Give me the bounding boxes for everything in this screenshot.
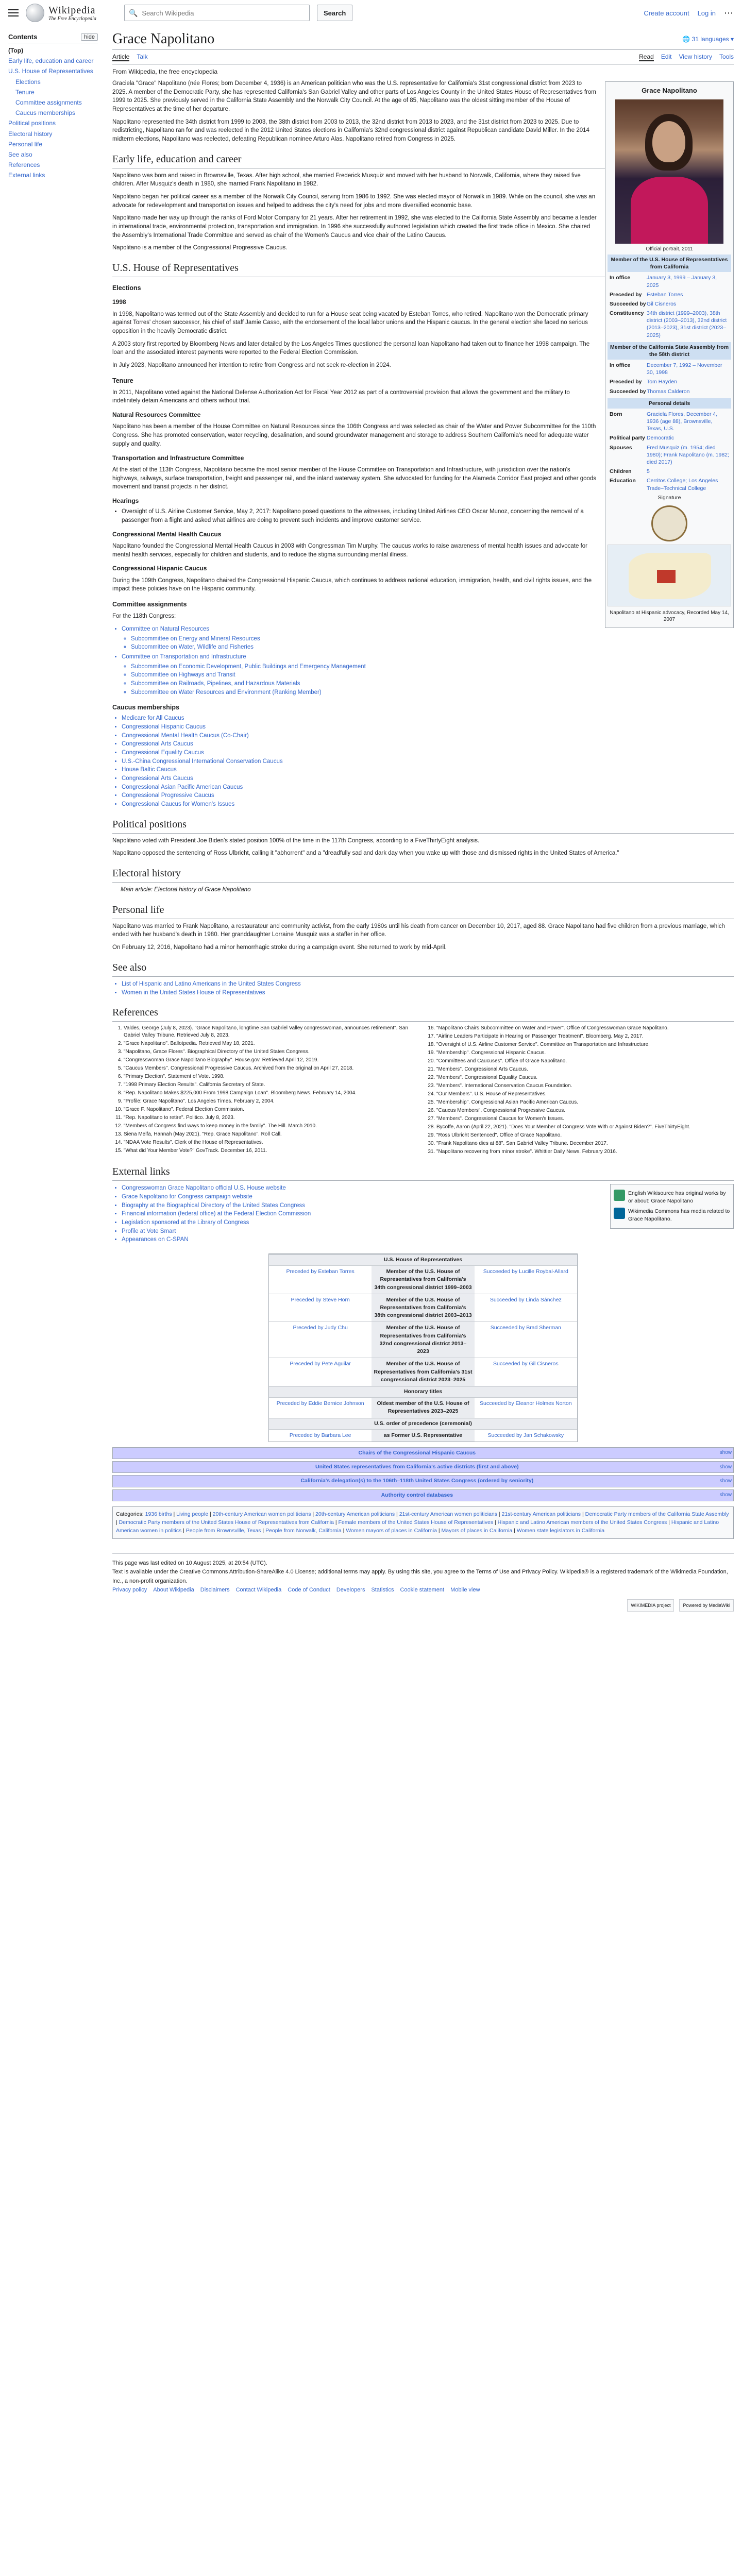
infobox (605, 81, 734, 628)
categories-box (112, 1506, 734, 1539)
reference-item: 15. "What did Your Member Vote?" GovTrack. December 16, 2011. (124, 1147, 421, 1155)
toc-list (8, 46, 98, 179)
subsubsection-heading: Natural Resources Committee (112, 411, 201, 419)
mediawiki-badge[interactable]: Powered by MediaWiki (679, 1599, 734, 1612)
external-link[interactable]: • Biography at the Biographical Directory of the United States Congress (122, 1201, 734, 1210)
sister-project-text[interactable]: English Wikisource has original works by or about: Grace Napolitano (628, 1190, 726, 1205)
succession-row (269, 1321, 577, 1358)
infobox-label: Preceded by (610, 379, 642, 385)
paragraph: In 2011, Napolitano voted against the National Defense Authorization Act for Fiscal Year 2012 as part of a controversial provision that allows the government and the military to indefinitely detain Americans and others without trial. (112, 389, 570, 404)
reference-item: 26. "Caucus Members". Congressional Progressive Caucus. (436, 1107, 734, 1114)
reference-item: 13. Siena Melfa, Hannah (May 2021). "Rep. Grace Napolitano". Roll Call. (124, 1131, 421, 1138)
paragraph: During the 109th Congress, Napolitano chaired the Congressional Hispanic Caucus, which continues to address national education, immigration, health, and civil rights issues, and the impact these policies have on the Hispanic community. (112, 577, 592, 592)
wikipedia-logo[interactable] (26, 4, 96, 22)
navbox (112, 1489, 734, 1501)
main-menu-icon[interactable] (8, 9, 19, 16)
succession-row (269, 1397, 577, 1417)
infobox-label: Succeeded by (610, 388, 646, 395)
subcommittee-item[interactable]: ◦ Subcommittee on Economic Development, Public Buildings and Emergency Management (131, 663, 734, 671)
reference-item: 16. "Napolitano Chairs Subcommittee on Water and Power". Office of Congresswoman Grace Napolitano. (436, 1025, 734, 1032)
see-also-item[interactable]: • List of Hispanic and Latino Americans in the United States Congress (122, 980, 734, 989)
subsubsection-heading: Hearings (112, 497, 139, 504)
commons-icon (614, 1208, 625, 1219)
reference-item: 8. "Rep. Napolitano Makes $225,000 From 1998 Campaign Loan". Bloomberg News. February 14, 2004. (124, 1090, 421, 1097)
succession-previous[interactable]: Preceded by Barbara Lee (289, 1432, 351, 1438)
succession-rows (269, 1265, 577, 1386)
paragraph: Napolitano opposed the sentencing of Ross Ulbricht, calling it "abhorrent" and a "dreadfully sad and dark day when you wake up with those and dismissed rights in the United States of America." (112, 850, 619, 857)
reference-item: 9. "Profile: Grace Napolitano". Los Angeles Times. February 2, 2004. (124, 1098, 421, 1105)
section-heading: Political positions (112, 817, 734, 834)
infobox-row (608, 476, 731, 493)
caucus-item[interactable]: • Congressional Progressive Caucus (122, 791, 734, 800)
succession-next[interactable]: Succeeded by Lucille Roybal-Allard (483, 1268, 568, 1275)
infobox-value: January 3, 1999 – January 3, 2025 (647, 275, 717, 289)
reference-item: 7. "1998 Primary Election Results". California Secretary of State. (124, 1081, 421, 1089)
committee-label[interactable]: Committee on Transportation and Infrastructure (122, 653, 246, 660)
infobox-row (608, 377, 731, 386)
category-link[interactable]: 1936 births (145, 1511, 172, 1517)
toc-item[interactable]: U.S. House of Representatives (8, 67, 93, 75)
succession-previous[interactable]: Preceded by Judy Chu (293, 1325, 348, 1331)
category-link[interactable]: People from Norwalk, California (265, 1528, 342, 1534)
search-icon: 🔍 (128, 8, 138, 17)
infobox-row (608, 387, 731, 396)
succession-row (269, 1358, 577, 1386)
infobox-label: Succeeded by (610, 300, 646, 307)
intro-paragraph: Graciela "Grace" Napolitano (née Flores; born December 4, 1936) is an American politician who was the U.S. representative for California's 31st congressional district from 2023 to 2025. A member of the Democratic Party, she has represented California's San Gabriel Valley and other parts of Los Angeles County in the United States House of Representatives from 1999 to 2025. She previously served in the California State Assembly and the Norwalk City Council. At the age of 85, Napolitano was the oldest sitting member of the House of Representatives at the time of her departure. (112, 80, 596, 113)
tab-article[interactable]: Article (112, 53, 130, 60)
infobox-value: Cerritos College; Los Angeles Trade–Technical College (647, 478, 718, 492)
footer-links (112, 1586, 734, 1595)
infobox-label: In office (610, 362, 631, 369)
caucus-item[interactable]: • U.S.-China Congressional International Conservation Caucus (122, 757, 734, 766)
succession-next[interactable]: Succeeded by Brad Sherman (490, 1325, 561, 1331)
committee-label[interactable]: Committee on Natural Resources (122, 625, 210, 632)
infobox-house-rows (608, 273, 731, 340)
navbox (112, 1461, 734, 1473)
reference-item: 19. "Membership". Congressional Hispanic Caucus. (436, 1049, 734, 1057)
navbox-title (113, 1448, 733, 1459)
toc-item[interactable]: Caucus memberships (15, 109, 76, 117)
create-account-link[interactable]: Create account (644, 9, 689, 17)
succession-title: Member of the U.S. House of Representatives from California's 32nd congressional district 2013–2023 (372, 1322, 474, 1358)
external-link[interactable]: • Profile at Vote Smart (122, 1227, 734, 1236)
footer-link[interactable]: Statistics (371, 1587, 394, 1594)
paragraph: Napolitano founded the Congressional Mental Health Caucus in 2003 with Congressman Tim Murphy. The caucus works to raise awareness of mental health issues and advocate for mental health services, especially for children and students, and to reduce the stigma surrounding mental illness. (112, 543, 587, 558)
reference-item: 6. "Primary Election". Statement of Vote. 1998. (124, 1073, 421, 1080)
site-tagline: The Free Encyclopedia (48, 15, 96, 22)
category-link[interactable]: Living people (176, 1511, 209, 1517)
from-wikipedia-note: From Wikipedia, the free encyclopedia (112, 68, 218, 75)
succession-header: U.S. House of Representatives (269, 1254, 577, 1265)
succession-next[interactable]: Succeeded by Jan Schakowsky (487, 1432, 564, 1438)
infobox-label: Education (610, 478, 636, 484)
subcommittee-item[interactable]: ◦ Subcommittee on Water Resources and Environment (Ranking Member) (131, 688, 734, 697)
reference-item: 31. "Napolitano recovering from minor stroke". Whittier Daily News. February 2016. (436, 1148, 734, 1156)
page-title (112, 31, 734, 50)
toc-title: Contents (8, 33, 38, 41)
see-also-list (122, 980, 734, 997)
navbox-title-text[interactable]: Authority control databases (381, 1492, 453, 1498)
succession-title: Member of the U.S. House of Representatives from California's 31st congressional district 2023–2025 (372, 1358, 474, 1386)
reference-item: 22. "Members". Congressional Equality Caucus. (436, 1074, 734, 1081)
succession-row (269, 1429, 577, 1442)
infobox-label: Born (610, 411, 622, 417)
category-link[interactable]: Women state legislators in California (516, 1528, 605, 1534)
hatnote[interactable]: Main article: Electoral history of Grace Napolitano (121, 887, 251, 893)
sister-projects-box (610, 1184, 734, 1229)
paragraph: On February 12, 2016, Napolitano had a minor hemorrhagic stroke during a campaign event. She returned to work by mid-April. (112, 944, 447, 951)
succession-rows (269, 1397, 577, 1417)
navbox-group (112, 1447, 734, 1501)
succession-title: as Former U.S. Representative (372, 1430, 474, 1442)
caucus-item[interactable]: • Congressional Caucus for Women's Issues (122, 800, 734, 809)
subsubsection-heading: 1998 (112, 298, 126, 306)
infobox-band-assembly: Member of the California State Assembly from the 58th district (608, 342, 731, 360)
toc-item[interactable]: References (8, 161, 40, 169)
language-selector[interactable]: 🌐 31 languages ▾ (682, 36, 734, 43)
succession-next[interactable]: Succeeded by Gil Cisneros (493, 1361, 559, 1367)
tab-read[interactable]: Read (639, 53, 654, 60)
infobox-label: In office (610, 275, 631, 281)
succession-title: Member of the U.S. House of Representatives from California's 34th congressional district 1999–2003 (372, 1266, 474, 1294)
caucus-item[interactable]: • Congressional Asian Pacific American Caucus (122, 783, 734, 792)
category-link[interactable]: Democratic Party members of the United States House of Representatives from California (119, 1519, 334, 1526)
paragraph: At the start of the 113th Congress, Napolitano became the most senior member of the House Committee on Transportation and Infrastructure, with jurisdiction over the nation's highways, railways, surface transportation, freight and passenger rail, and the inland waterway system. She advocated for funding for the Alameda Corridor East project and other goods movement and transit projects in her district. (112, 466, 597, 490)
navbox-show-toggle[interactable]: show (719, 1464, 732, 1470)
infobox-value: Graciela Flores, December 4, 1936 (age 88), Brownsville, Texas, U.S. (647, 411, 718, 432)
navbox-show-toggle[interactable]: show (719, 1478, 732, 1484)
navbox-title (113, 1476, 733, 1486)
subsubsection-heading: Transportation and Infrastructure Committee (112, 454, 244, 462)
external-link[interactable]: • Grace Napolitano for Congress campaign website (122, 1193, 734, 1201)
category-link[interactable]: 21st-century American women politicians (399, 1511, 497, 1517)
reference-item: 10. "Grace F. Napolitano". Federal Election Commission. (124, 1106, 421, 1113)
subsection-heading: Caucus memberships (112, 704, 179, 711)
infobox-value: Esteban Torres (647, 291, 683, 298)
toc-hide-button[interactable]: hide (81, 33, 98, 41)
infobox-row (608, 290, 731, 299)
navbox-title-text[interactable]: United States representatives from California's active districts (first and above) (315, 1464, 519, 1470)
category-link[interactable]: Hispanic and Latino American women in politics (116, 1519, 719, 1534)
succession-next[interactable]: Succeeded by Linda Sánchez (490, 1296, 562, 1303)
tab-talk[interactable]: Talk (137, 53, 148, 60)
search-button[interactable]: Search (317, 5, 352, 21)
committee-item[interactable] (122, 653, 734, 697)
reference-item: 27. "Members". Congressional Caucus for Women's Issues. (436, 1115, 734, 1123)
tab-tools[interactable]: Tools (719, 53, 734, 60)
caucus-item[interactable]: • Congressional Equality Caucus (122, 749, 734, 757)
category-link[interactable]: People from Brownsville, Texas (185, 1528, 261, 1534)
site-name: Wikipedia (48, 4, 96, 16)
reference-item: 4. "Congresswoman Grace Napolitano Biography". House.gov. Retrieved April 12, 2019. (124, 1057, 421, 1064)
infobox-row (608, 273, 731, 290)
subcommittee-item[interactable]: ◦ Subcommittee on Water, Wildlife and Fisheries (131, 643, 734, 652)
reference-item: 17. "Airline Leaders Participate in Hearing on Passenger Treatment". Bloomberg. May 2, 2017. (436, 1033, 734, 1040)
section-heading: See also (112, 960, 734, 977)
footer-link[interactable]: About Wikipedia (153, 1587, 194, 1594)
succession-header: Honorary titles (269, 1386, 577, 1397)
last-edited: This page was last edited on 10 August 2025, at 20:54 (UTC). (112, 1560, 267, 1566)
footer-link[interactable]: Privacy policy (112, 1587, 147, 1594)
sister-project-text[interactable]: Wikimedia Commons has media related to Grace Napolitano. (628, 1208, 730, 1222)
paragraph: Napolitano was married to Frank Napolitano, a restaurateur and community activist, from the early 1980s until his death from cancer on December 10, 2017, aged 88. Grace Napolitano had five children from a previous marriage, which ended with her husband's death in 1980. Her granddaughter Lorraine Musquiz was a staffer in her office. (112, 923, 725, 938)
map-caption: Napolitano at Hispanic advocacy, Recorded May 14, 2007 (610, 609, 729, 623)
toc-item[interactable]: Tenure (15, 88, 35, 96)
caucus-item[interactable]: • Congressional Arts Caucus (122, 774, 734, 783)
succession-previous[interactable]: Preceded by Eddie Bernice Johnson (276, 1400, 364, 1407)
reference-item: 30. "Frank Napolitano dies at 88". San Gabriel Valley Tribune. December 2017. (436, 1140, 734, 1147)
toc-item[interactable]: External links (8, 172, 45, 179)
caucus-item[interactable]: • Congressional Mental Health Caucus (Co-Chair) (122, 732, 734, 740)
infobox-band-house: Member of the U.S. House of Representatives from California (608, 255, 731, 272)
succession-box (268, 1253, 578, 1442)
footer-link[interactable]: Contact Wikipedia (235, 1587, 282, 1594)
infobox-assembly-rows (608, 361, 731, 396)
infobox-value: 5 (647, 468, 650, 475)
footer-link[interactable]: Code of Conduct (288, 1587, 330, 1594)
reference-item: 5. "Caucus Members". Congressional Progressive Caucus. Archived from the original on April 27, 2018. (124, 1065, 421, 1072)
infobox-row (608, 410, 731, 434)
paragraph: In July 2023, Napolitano announced her intention to retire from Congress and not seek re-election in 2024. (112, 362, 391, 368)
log-in-link[interactable]: Log in (697, 9, 716, 17)
committee-list (122, 625, 734, 697)
section-heading: Electoral history (112, 866, 734, 883)
category-link[interactable]: Mayors of places in California (441, 1528, 513, 1534)
paragraph: Napolitano was born and raised in Brownsville, Texas. After high school, she married Frederick Musquiz and moved with her husband to Norwalk, California, where they raised five children. After Musquiz's death in 1980, she married Frank Napolitano in 1982. (112, 172, 581, 188)
navbox-title-text[interactable]: California's delegation(s) to the 106th–118th United States Congress (ordered by seniority) (300, 1478, 534, 1484)
reference-item: 12. "Members of Congress find ways to keep money in the family". The Hill. March 2010. (124, 1123, 421, 1130)
infobox-label: Spouses (610, 444, 632, 451)
see-also-item[interactable]: • Women in the United States House of Representatives (122, 989, 734, 997)
toc-item[interactable]: Committee assignments (15, 98, 82, 106)
subsection-heading: Tenure (112, 377, 133, 384)
infobox-value: Thomas Calderon (647, 388, 690, 395)
table-of-contents (8, 26, 104, 1544)
category-link[interactable]: Hispanic and Latino American members of the United States Congress (497, 1519, 667, 1526)
infobox-value: Tom Hayden (647, 379, 677, 385)
portrait-image[interactable] (615, 99, 723, 244)
infobox-band-personal: Personal details (608, 398, 731, 409)
reference-item: 14. "NDAA Vote Results". Clerk of the House of Representatives. (124, 1139, 421, 1146)
succession-previous[interactable]: Preceded by Steve Horn (291, 1296, 350, 1303)
reference-item: 11. "Rep. Napolitano to retire". Politico. July 8, 2023. (124, 1114, 421, 1122)
infobox-label: Constituency (610, 310, 644, 317)
infobox-row (608, 443, 731, 467)
reference-item: 21. "Members". Congressional Arts Caucus. (436, 1066, 734, 1073)
infobox-row (608, 299, 731, 309)
categories-label: Categories: (116, 1511, 144, 1517)
tab-edit[interactable]: Edit (661, 53, 672, 60)
succession-previous[interactable]: Preceded by Esteban Torres (286, 1268, 355, 1275)
article-content (104, 26, 734, 1544)
subcommittee-item[interactable]: ◦ Subcommittee on Railroads, Pipelines, and Hazardous Materials (131, 680, 734, 688)
infobox-label: Children (610, 468, 632, 475)
license-text: Text is available under the Creative Commons Attribution-ShareAlike 4.0 License; additional terms may apply. By using this site, you agree to the Terms of Use and Privacy Policy. Wikipedia® is a registered trademark of the Wikimedia Foundation, Inc., a non-profit organization. (112, 1569, 728, 1584)
reference-item: 24. "Our Members". U.S. House of Representatives. (436, 1091, 734, 1098)
footer-link[interactable]: Mobile view (450, 1587, 480, 1594)
page-tabs (112, 50, 734, 65)
succession-row (269, 1294, 577, 1322)
toc-item[interactable]: Elections (15, 78, 41, 86)
navbox-title (113, 1490, 733, 1501)
category-link[interactable]: Democratic Party members of the California State Assembly (585, 1511, 729, 1517)
search-input[interactable] (141, 9, 305, 18)
wikipedia-globe-icon (26, 4, 44, 22)
reference-item: 20. "Committees and Caucuses". Office of Grace Napolitano. (436, 1058, 734, 1065)
paragraph: Napolitano began her political career as a member of the Norwalk City Council, serving from 1986 to 1992. She was elected mayor of Norwalk in 1989. While on the council, she was an advocate for redevelopment and transportation issues and helped to address the city's need for jobs and more diversified economic base. (112, 194, 596, 209)
infobox-title: Grace Napolitano (642, 87, 697, 94)
footer-link[interactable]: Disclaimers (200, 1587, 230, 1594)
site-header (0, 0, 742, 26)
navbox-title-text[interactable]: Chairs of the Congressional Hispanic Caucus (358, 1450, 476, 1456)
external-link[interactable]: • Congresswoman Grace Napolitano official U.S. House website (122, 1184, 734, 1193)
infobox-personal-rows (608, 410, 731, 493)
infobox-label: Preceded by (610, 291, 642, 298)
wikimedia-badge[interactable]: WIKIMEDIA project (627, 1599, 674, 1612)
toc-item[interactable]: Electoral history (8, 130, 53, 138)
paragraph: For the 118th Congress: (112, 613, 176, 620)
reference-item: 3. "Napolitano, Grace Flores". Biographical Directory of the United States Congress. (124, 1048, 421, 1056)
succession-row (269, 1265, 577, 1294)
wikisource-icon (614, 1190, 625, 1201)
caucus-item[interactable]: • House Baltic Caucus (122, 766, 734, 774)
succession-next[interactable]: Succeeded by Eleanor Holmes Norton (480, 1400, 572, 1407)
categories-list: 1936 births | Living people | 20th-century American women politicians | 20th-century American politicians | 21st-century American women politicians | 21st-century American politicians | Democratic Party members of the California State Assembly | Democratic Party members of the United States House of Representatives from California | Female members of the United States House of Representatives | Hispanic and Latino American members of the United States Congress | Hispanic and Latino American women in politics | People from Brownsville, Texas | People from Norwalk, California | Women mayors of places in California | Mayors of places in California | Women state legislators in California (116, 1511, 729, 1534)
external-link[interactable]: • Financial information (federal office) at the Federal Election Commission (122, 1210, 734, 1218)
succession-title: Member of the U.S. House of Representatives from California's 38th congressional district 2003–2013 (372, 1294, 474, 1322)
external-link[interactable]: • Legislation sponsored at the Library of Congress (122, 1218, 734, 1227)
category-link[interactable]: Women mayors of places in California (346, 1528, 437, 1534)
footer-link[interactable]: Developers (336, 1587, 365, 1594)
paragraph: Napolitano is a member of the Congressional Progressive Caucus. (112, 245, 288, 251)
infobox-label: Political party (610, 435, 645, 442)
subsubsection-heading: Congressional Mental Health Caucus (112, 530, 222, 538)
caucus-item[interactable]: • Medicare for All Caucus (122, 714, 734, 723)
navbox-title (113, 1462, 733, 1472)
infobox-value: December 7, 1992 – November 30, 1998 (647, 362, 722, 376)
paragraph: Napolitano made her way up through the ranks of Ford Motor Company for 21 years. After her retirement in 1992, she was elected to the California State Assembly and became a leader in international trade, environmental protection, transportation and immigration. In 1996 she successfully authored legislation which created the first trade office in Mexico. She chaired the Assembly's International Trade Committee and served as chair of the Women's Caucus and vice chair of the Latino Caucus. (112, 215, 597, 239)
portrait-caption: Official portrait, 2011 (646, 246, 693, 252)
intro-paragraph: Napolitano represented the 34th district from 1999 to 2003, the 38th district from 2003 to 2013, the 32nd district from 2013 to 2023, and the 31st district from 2023 to 2025. Due to redistricting, Napolitano ran for and was reelected in the 2012 United States elections in California's 32nd congressional district against Republican candidate David Miller. In the 2014 midterm elections, Napolitano was reelected, defeating Republican nominee Arturo Alas. Napolitano retired from Congress in 2025. (112, 118, 589, 143)
search-box (124, 5, 310, 21)
committee-item[interactable] (122, 625, 734, 652)
navbox (112, 1475, 734, 1487)
paragraph: Napolitano voted with President Joe Biden's stated position 100% of the time in the 117th Congress, according to a FiveThirtyEight analysis. (112, 837, 480, 844)
section-heading: Early life, education and career (112, 152, 734, 168)
paragraph: In 1998, Napolitano was termed out of the State Assembly and decided to run for a House seat being vacated by Esteban Torres, who retired. Napolitano won the Democratic primary against Torres' chosen successor, his chief of staff Jamie Casso, with the endorsement of the local labor unions and the Hispanic caucus. In the general election she faced no serious opposition in the heavily Democratic district. (112, 311, 588, 334)
infobox-row (608, 467, 731, 476)
subcommittee-item[interactable]: ◦ Subcommittee on Highways and Transit (131, 671, 734, 680)
succession-title: Oldest member of the U.S. House of Representatives 2023–2025 (372, 1398, 474, 1417)
language-count: 31 languages (692, 36, 729, 43)
infobox-row (608, 361, 731, 377)
navbox-show-toggle[interactable]: show (719, 1492, 732, 1498)
reference-item: 28. Bycoffe, Aaron (April 22, 2021). "Does Your Member of Congress Vote With or Against Biden?". FiveThirtyEight. (436, 1124, 734, 1131)
toc-item[interactable]: Political positions (8, 120, 56, 127)
toc-item[interactable]: (Top) (8, 47, 24, 54)
toc-item[interactable]: Early life, education and career (8, 57, 94, 65)
paragraph: Napolitano has been a member of the House Committee on Natural Resources since the 106th Congress and was selected as chair of the Water and Power Subcommittee for the 110th Congress. She has promoted conservation, water recycling, desalination, and sound groundwater management and storage to address Southern California's need for adequate water supply and quality. (112, 423, 596, 447)
subcommittee-item[interactable]: ◦ Subcommittee on Energy and Mineral Resources (131, 635, 734, 643)
section-heading: References (112, 1005, 734, 1022)
subsection-heading: Elections (112, 284, 141, 292)
category-link[interactable]: 20th-century American politicians (315, 1511, 395, 1517)
reference-item: 25. "Membership". Congressional Asian Pacific American Caucus. (436, 1099, 734, 1106)
navbox (112, 1447, 734, 1459)
category-link[interactable]: 21st-century American politicians (501, 1511, 581, 1517)
section-heading: U.S. House of Representatives (112, 261, 734, 277)
reference-item: 1. Valdes, George (July 8, 2023). "Grace Napolitano, longtime San Gabriel Valley congresswoman, announces retirement". San Gabriel Valley Tribune. Retrieved July 8, 2023. (124, 1025, 421, 1039)
caucus-list (122, 714, 734, 808)
reference-item: 18. "Oversight of U.S. Airline Customer Service". Committee on Transportation and Infrastructure. (436, 1041, 734, 1048)
caucus-item[interactable]: • Congressional Arts Caucus (122, 740, 734, 749)
district-map[interactable] (608, 545, 731, 606)
subsubsection-heading: Congressional Hispanic Caucus (112, 565, 207, 572)
section-heading: Personal life (112, 903, 734, 919)
footer-link[interactable]: Cookie statement (400, 1587, 445, 1594)
page-title-text: Grace Napolitano (112, 31, 215, 47)
page-footer (112, 1553, 734, 1617)
signature-label: Signature (657, 494, 681, 501)
reference-item: 29. "Ross Ulbricht Sentenced". Office of Grace Napolitano. (436, 1132, 734, 1139)
succession-previous[interactable]: Preceded by Pete Aguilar (290, 1361, 351, 1367)
infobox-row (608, 309, 731, 340)
reference-item: 2. "Grace Napolitano". Ballotpedia. Retrieved May 18, 2021. (124, 1040, 421, 1047)
external-link[interactable]: • Appearances on C-SPAN (122, 1235, 734, 1244)
toc-item[interactable]: See also (8, 150, 32, 158)
paragraph: A 2003 story first reported by Bloomberg News and later detailed by the Los Angeles Times questioned the personal loan Napolitano had taken out to finance her 1998 campaign. The loan and the associated interest payments were reported to the Federal Election Commission. (112, 341, 590, 356)
category-link[interactable]: 20th-century American women politicians (212, 1511, 311, 1517)
infobox-value: 34th district (1999–2003), 38th district (2003–2013), 32nd district (2013–2023), 31st district (2023–2025) (647, 310, 727, 338)
reference-item: 23. "Members". International Conservation Caucus Foundation. (436, 1082, 734, 1090)
list-item: • Oversight of U.S. Airline Customer Service, May 2, 2017: Napolitano posed questions to the witnesses, including United Airlines CEO Oscar Munoz, concerning the removal of a passenger from a flight and asked what airlines are doing to prevent such incidents and improve customer service. (122, 507, 734, 524)
succession-rows (269, 1429, 577, 1442)
more-options-icon[interactable]: ⋯ (724, 7, 734, 18)
tab-view-history[interactable]: View history (679, 53, 712, 60)
succession-header: U.S. order of precedence (ceremonial) (269, 1418, 577, 1429)
signature-image (608, 505, 731, 541)
section-heading: External links (112, 1164, 734, 1181)
toc-item[interactable]: Personal life (8, 140, 43, 148)
infobox-value: Fred Musquiz (m. 1954; died 1980); Frank Napolitano (m. 1982; died 2017) (647, 444, 729, 465)
infobox-value: Gil Cisneros (647, 300, 677, 307)
category-link[interactable]: Female members of the United States House of Representatives (338, 1519, 494, 1526)
references-list (112, 1025, 734, 1156)
infobox-value: Democratic (647, 435, 674, 442)
navbox-show-toggle[interactable]: show (719, 1450, 732, 1456)
caucus-item[interactable]: • Congressional Hispanic Caucus (122, 723, 734, 732)
infobox-row (608, 433, 731, 443)
subsection-heading: Committee assignments (112, 601, 187, 608)
